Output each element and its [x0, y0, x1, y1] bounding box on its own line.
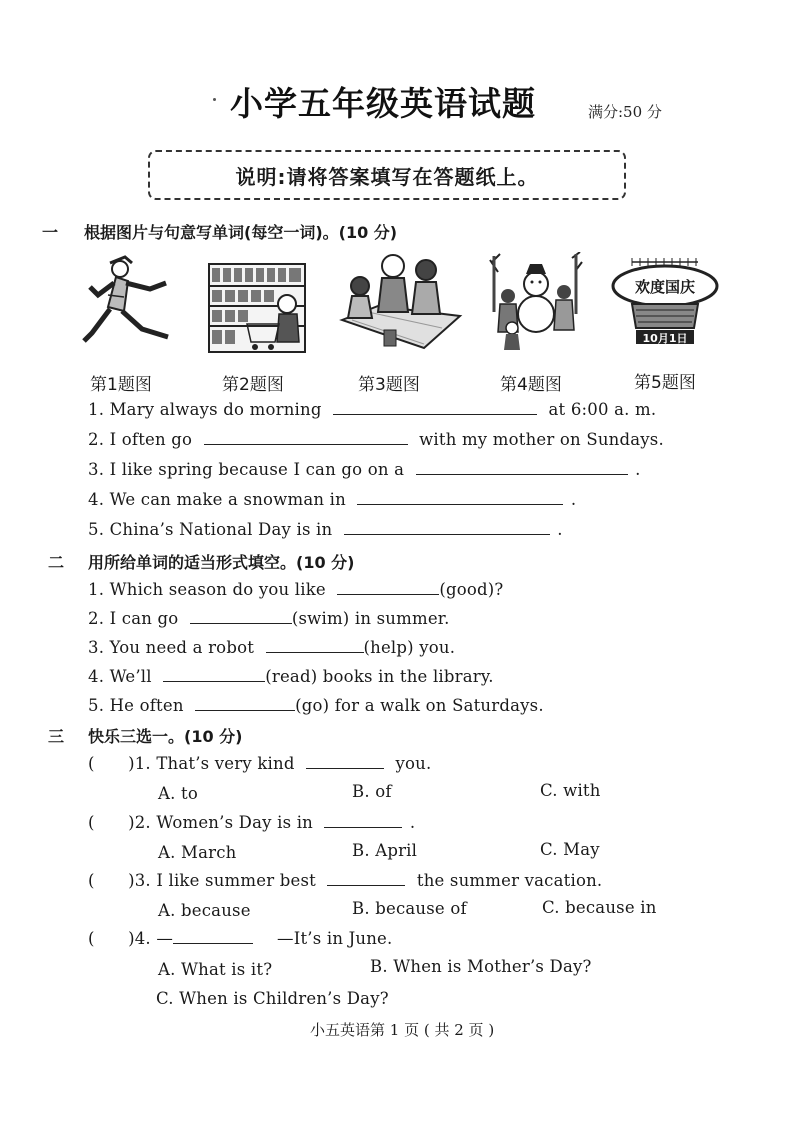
option-3-3-c[interactable]: C. because in — [542, 898, 657, 917]
title-dot — [213, 98, 216, 101]
caption-3: 第3题图 — [358, 375, 420, 395]
question-text: —It’s in June. — [277, 929, 393, 948]
question-text: (read) books in the library. — [265, 667, 494, 686]
question-text: (help) you. — [363, 638, 456, 657]
banner-date: 10月1日 — [642, 332, 688, 345]
question-text: . — [557, 520, 563, 539]
answer-blank[interactable] — [163, 667, 265, 682]
section-1-heading: 根据图片与句意写单词(每空一词)。(10 分) — [84, 223, 398, 242]
option-3-3-b[interactable]: B. because of — [352, 899, 467, 918]
question-text: the summer vacation. — [416, 871, 603, 890]
caption-4: 第4题图 — [500, 375, 562, 395]
question-text: (good)? — [439, 580, 504, 599]
question-text: )2. Women’s Day is in — [128, 813, 314, 832]
answer-blank — [173, 929, 253, 944]
section-2-number: 二 — [48, 553, 65, 572]
answer-paren[interactable]: ( — [88, 754, 95, 773]
question-text: 3. You need a robot — [88, 638, 255, 657]
answer-paren[interactable]: ( — [88, 813, 95, 832]
answer-blank[interactable] — [337, 580, 439, 595]
supermarket-image — [207, 262, 307, 354]
exercise-person-image — [80, 255, 180, 350]
question-text: you. — [395, 754, 432, 773]
option-3-1-a[interactable]: A. to — [158, 784, 198, 803]
page-title: 小学五年级英语试题 — [230, 84, 536, 123]
question-text: 3. I like spring because I can go on a — [88, 460, 405, 479]
option-3-1-b[interactable]: B. of — [352, 782, 392, 801]
question-text: 4. We’ll — [88, 667, 152, 686]
option-3-2-b[interactable]: B. April — [352, 841, 418, 860]
question-text: 1. Which season do you like — [88, 580, 326, 599]
section-2-heading: 用所给单词的适当形式填空。(10 分) — [88, 553, 355, 572]
answer-blank[interactable] — [266, 638, 364, 653]
question-3-2 — [88, 813, 415, 832]
question-text: )4. — — [128, 929, 174, 948]
snowman-winter-image — [488, 252, 583, 352]
question-text: 2. I often go — [88, 430, 193, 449]
question-text: 5. He often — [88, 696, 184, 715]
answer-blank[interactable] — [190, 609, 292, 624]
caption-5: 第5题图 — [634, 373, 696, 393]
option-3-3-a[interactable]: A. because — [158, 901, 251, 920]
caption-1: 第1题图 — [90, 375, 152, 395]
answer-blank[interactable] — [195, 696, 295, 711]
full-score: 满分:50 分 — [588, 103, 662, 121]
question-text: . — [409, 813, 416, 832]
question-text: 1. Mary always do morning — [88, 400, 322, 419]
answer-blank — [306, 754, 384, 769]
question-text: . — [635, 460, 641, 479]
answer-paren[interactable]: ( — [88, 929, 95, 948]
question-text: . — [570, 490, 577, 509]
answer-blank — [324, 813, 402, 828]
answer-blank — [327, 871, 405, 886]
option-3-4-b[interactable]: B. When is Mother’s Day? — [370, 957, 592, 976]
option-3-1-c[interactable]: C. with — [540, 781, 601, 800]
page-footer: 小五英语第 1 页 ( 共 2 页 ) — [310, 1021, 495, 1039]
caption-2: 第2题图 — [222, 375, 284, 395]
question-text: 4. We can make a snowman in — [88, 490, 346, 509]
section-3-heading: 快乐三选一。(10 分) — [88, 727, 243, 746]
answer-blank[interactable] — [357, 490, 563, 505]
option-3-4-c[interactable]: C. When is Children’s Day? — [156, 989, 389, 1008]
question-2-5 — [88, 696, 544, 715]
section-3-number: 三 — [48, 727, 65, 746]
question-1-3 — [88, 460, 641, 479]
question-text: (go) for a walk on Saturdays. — [295, 696, 544, 715]
question-1-1 — [88, 400, 656, 419]
national-day-image — [610, 248, 720, 348]
question-1-2 — [88, 430, 664, 449]
question-text: with my mother on Sundays. — [419, 430, 664, 449]
question-2-4 — [88, 667, 494, 686]
option-3-2-a[interactable]: A. March — [158, 843, 237, 862]
question-text: (swim) in summer. — [291, 609, 450, 628]
answer-paren[interactable]: ( — [88, 871, 95, 890]
option-3-4-a[interactable]: A. What is it? — [158, 960, 273, 979]
question-2-1 — [88, 580, 503, 599]
question-text: at 6:00 a. m. — [548, 400, 657, 419]
option-3-2-c[interactable]: C. May — [540, 840, 600, 859]
answer-blank[interactable] — [416, 460, 628, 475]
question-3-1 — [88, 754, 431, 773]
question-text: )1. That’s very kind — [128, 754, 295, 773]
instruction-box — [148, 150, 626, 200]
question-3-3 — [88, 871, 602, 890]
answer-blank[interactable] — [333, 400, 537, 415]
question-1-4 — [88, 490, 576, 509]
question-text: )3. I like summer best — [128, 871, 316, 890]
answer-blank[interactable] — [204, 430, 408, 445]
banner-text: 欢度国庆 — [634, 278, 695, 296]
question-1-5 — [88, 520, 563, 539]
answer-blank[interactable] — [344, 520, 550, 535]
picnic-family-image — [338, 248, 463, 353]
question-2-2 — [88, 609, 450, 628]
question-2-3 — [88, 638, 455, 657]
question-3-4 — [88, 929, 392, 948]
question-text: 2. I can go — [88, 609, 179, 628]
question-text: 5. China’s National Day is in — [88, 520, 333, 539]
section-1-number: 一 — [42, 223, 59, 242]
instruction-text: 说明:请将答案填写在答题纸上。 — [235, 164, 539, 189]
